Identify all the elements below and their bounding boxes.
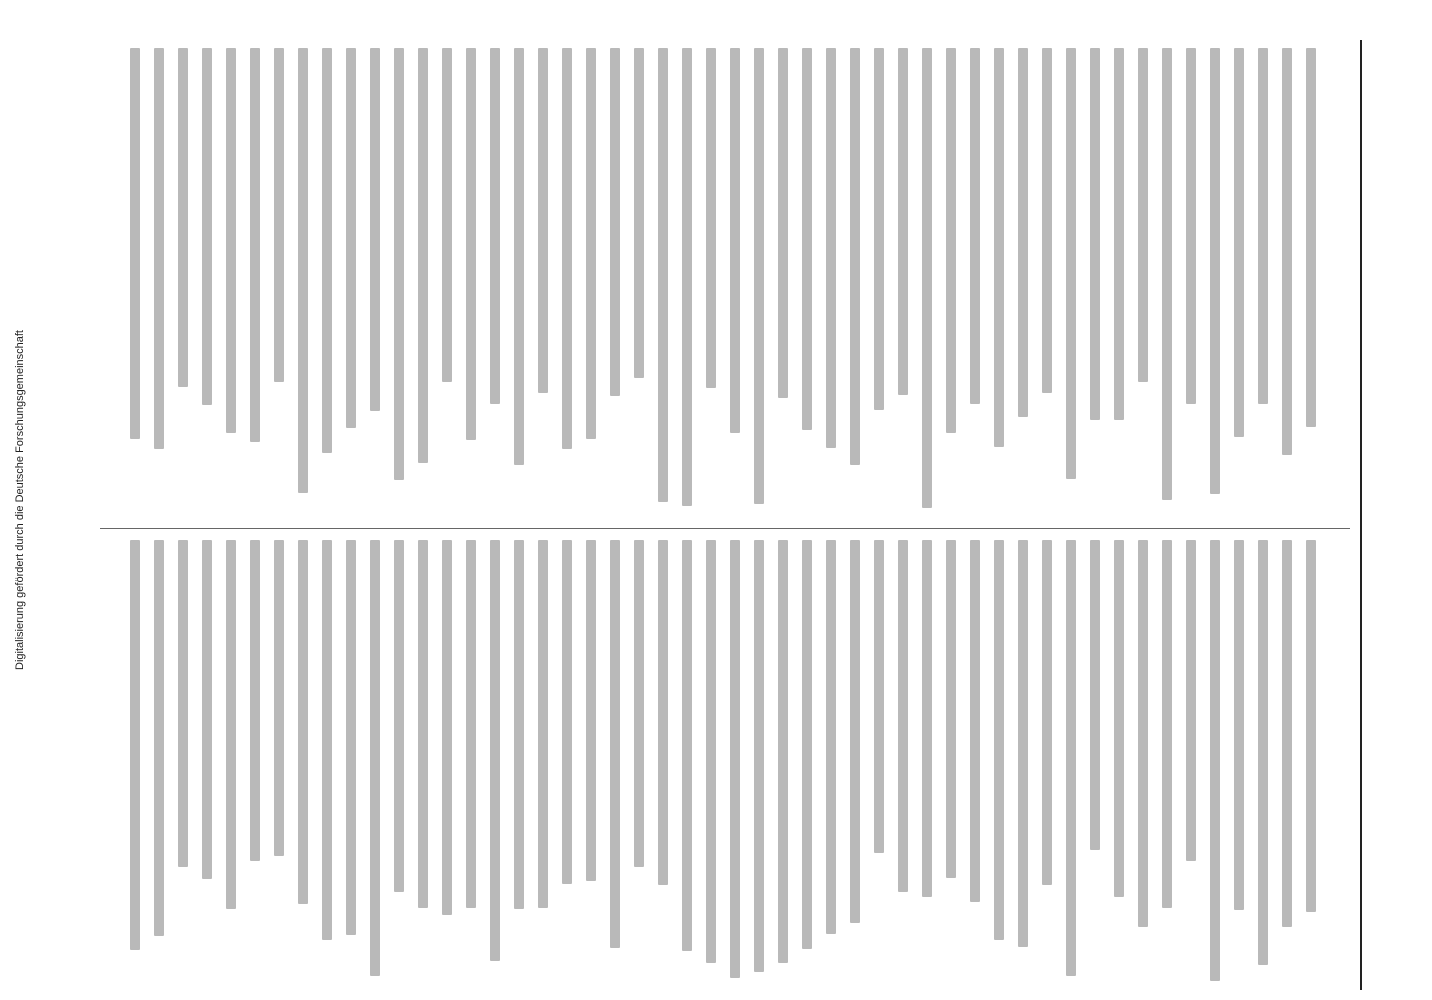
text-line (1042, 540, 1052, 885)
text-line (562, 48, 572, 449)
text-line (1258, 540, 1268, 965)
text-line (322, 48, 332, 453)
text-line (130, 48, 140, 439)
text-line (1018, 540, 1028, 947)
text-line (178, 540, 188, 867)
text-line (418, 48, 428, 463)
text-line (322, 540, 332, 940)
text-line (1186, 540, 1196, 861)
running-head-strip (1360, 40, 1390, 990)
text-line (298, 540, 308, 904)
text-line (274, 540, 284, 856)
text-line (226, 48, 236, 433)
text-line (1282, 540, 1292, 927)
text-line (202, 48, 212, 405)
text-line (802, 540, 812, 949)
text-line (370, 48, 380, 411)
text-line (130, 540, 140, 950)
text-line (1162, 48, 1172, 500)
text-line (994, 540, 1004, 940)
text-line (946, 48, 956, 433)
text-line (706, 48, 716, 388)
text-line (1306, 540, 1316, 912)
text-line (370, 540, 380, 976)
text-line (778, 540, 788, 963)
text-line (250, 48, 260, 442)
text-line (154, 540, 164, 936)
text-line (514, 540, 524, 909)
text-line (658, 540, 668, 885)
text-line (490, 48, 500, 404)
text-line (1162, 540, 1172, 908)
text-line (898, 48, 908, 395)
text-line (394, 48, 404, 480)
text-line (682, 540, 692, 951)
column-divider (100, 528, 1350, 529)
text-line (874, 540, 884, 853)
text-line (994, 48, 1004, 447)
rotated-page-content (100, 40, 1390, 990)
text-line (610, 48, 620, 396)
text-line (778, 48, 788, 398)
text-line (970, 48, 980, 404)
text-line (826, 540, 836, 934)
text-line (1066, 48, 1076, 479)
text-line (946, 540, 956, 878)
text-line (466, 540, 476, 908)
text-line (1042, 48, 1052, 393)
text-line (418, 540, 428, 908)
digitization-note (0, 40, 40, 960)
text-line (1114, 540, 1124, 897)
text-line (226, 540, 236, 909)
text-line (1114, 48, 1124, 420)
text-line (802, 48, 812, 430)
text-line (562, 540, 572, 884)
text-line (1258, 48, 1268, 404)
text-line (202, 540, 212, 879)
text-line (922, 48, 932, 508)
text-line (874, 48, 884, 410)
text-line (850, 540, 860, 923)
text-line (346, 540, 356, 935)
text-line (658, 48, 668, 502)
text-line (1210, 540, 1220, 981)
text-line (466, 48, 476, 440)
text-line (250, 540, 260, 861)
text-line (1234, 540, 1244, 910)
text-line (730, 48, 740, 433)
text-line (826, 48, 836, 448)
text-line (1234, 48, 1244, 437)
text-line (1138, 48, 1148, 382)
text-line (1186, 48, 1196, 404)
text-line (898, 540, 908, 892)
text-line (754, 48, 764, 504)
text-line (1018, 48, 1028, 417)
text-line (1210, 48, 1220, 494)
text-line (586, 540, 596, 881)
text-line (634, 540, 644, 867)
text-line (274, 48, 284, 382)
text-line (922, 540, 932, 897)
text-line (970, 540, 980, 902)
text-line (610, 540, 620, 948)
text-line (154, 48, 164, 449)
text-line (394, 540, 404, 892)
text-line (730, 540, 740, 978)
text-line (538, 48, 548, 393)
text-line (178, 48, 188, 387)
text-line (850, 48, 860, 465)
text-line (1090, 540, 1100, 850)
text-line (1138, 540, 1148, 927)
text-line (1066, 540, 1076, 976)
text-line (754, 540, 764, 972)
text-line (538, 540, 548, 908)
text-line (1090, 48, 1100, 420)
text-line (706, 540, 716, 963)
text-line (442, 48, 452, 382)
text-line (1282, 48, 1292, 455)
text-line (1306, 48, 1316, 427)
text-line (298, 48, 308, 493)
text-line (634, 48, 644, 378)
text-line (586, 48, 596, 439)
text-line (346, 48, 356, 428)
digitization-note-text: Digitalisierung gefördert durch die Deutsche Forschungsgemeinschaft (14, 330, 26, 670)
text-body (100, 40, 1350, 990)
text-line (514, 48, 524, 465)
text-line (682, 48, 692, 506)
text-line (442, 540, 452, 915)
text-line (490, 540, 500, 961)
